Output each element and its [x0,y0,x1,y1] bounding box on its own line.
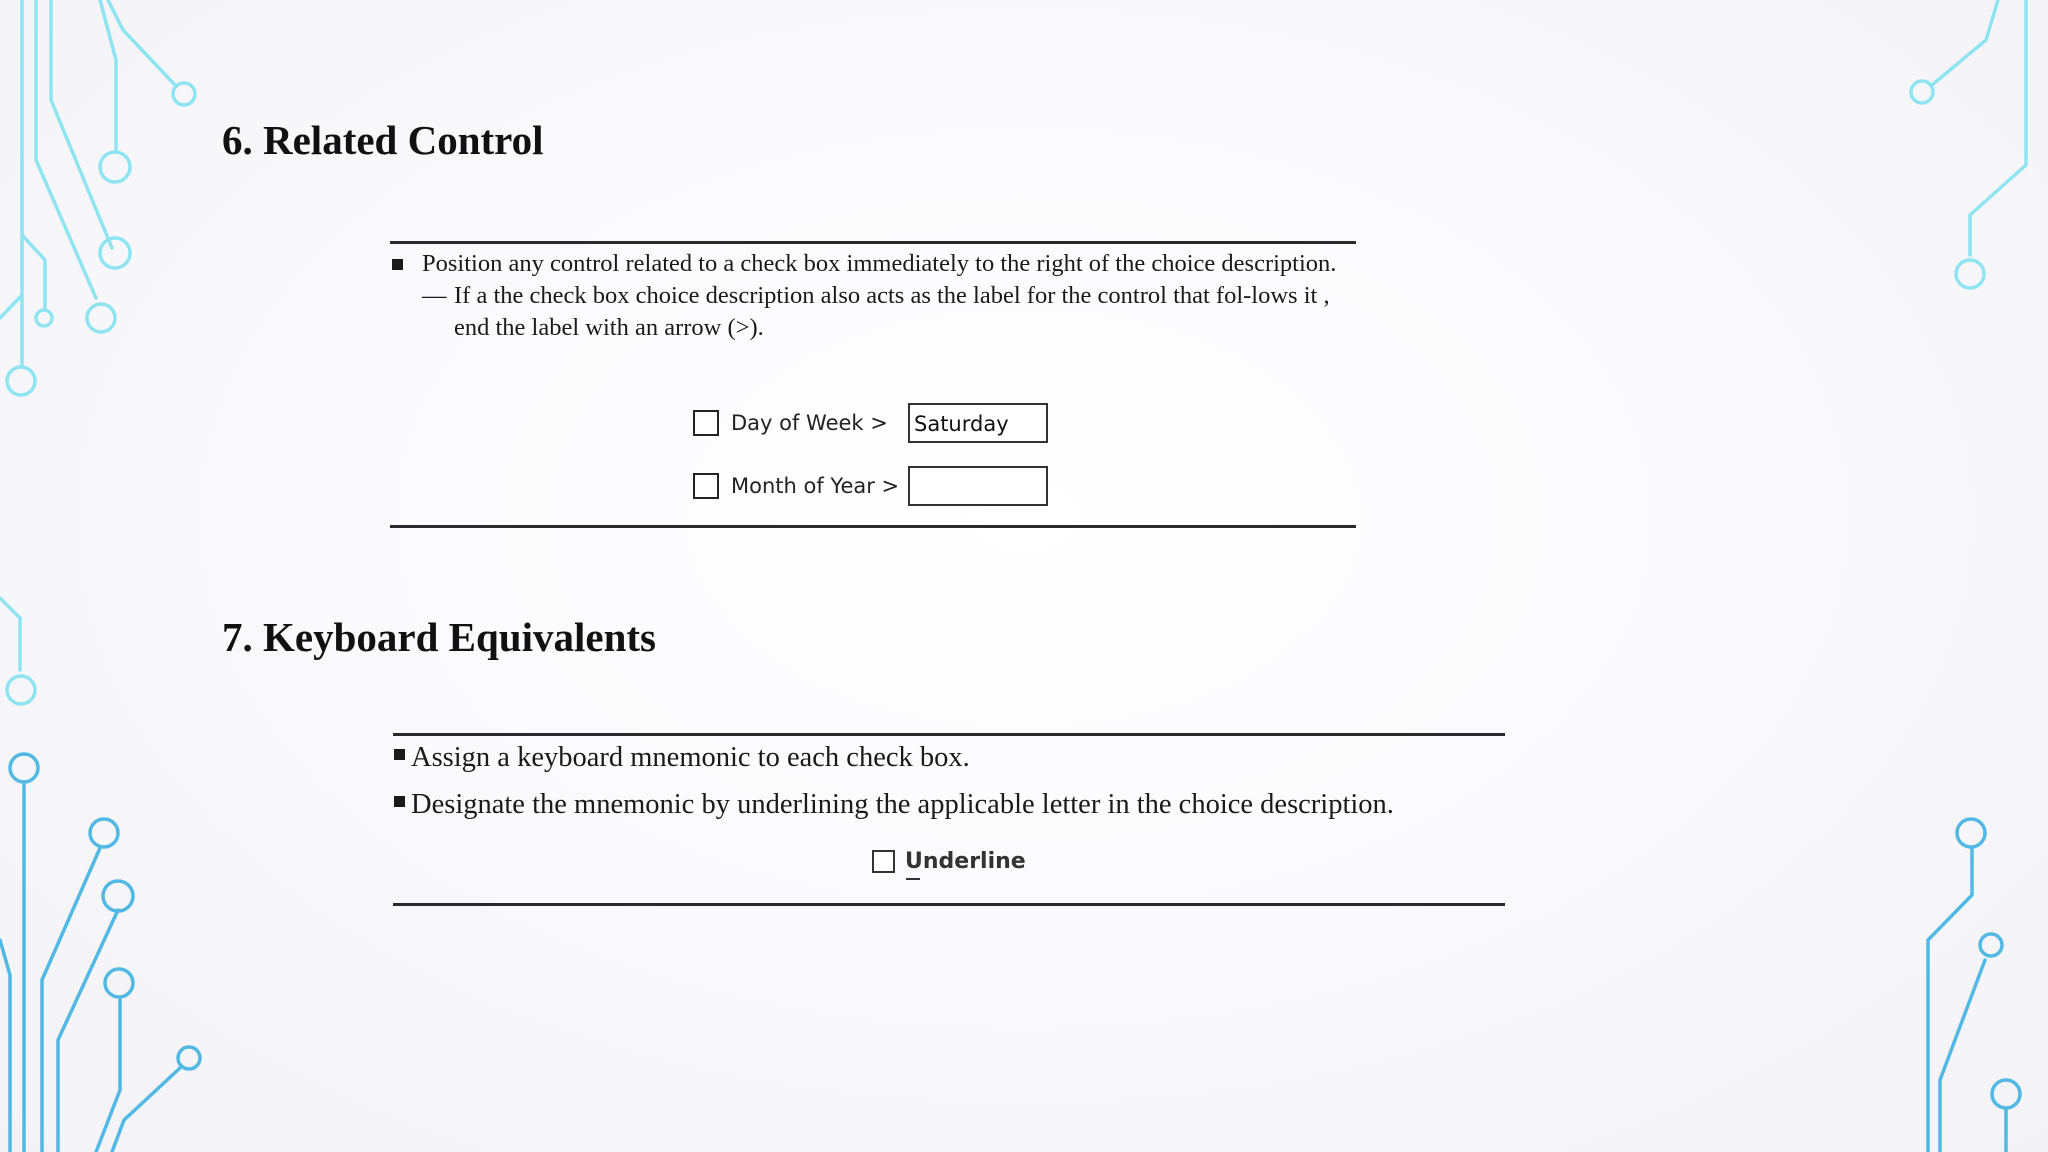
section-heading-keyboard-equivalents: 7. Keyboard Equivalents [222,614,656,660]
bottom-rule-section7 [393,903,1505,906]
top-rule-section7 [393,733,1505,736]
underline-label [905,849,1026,874]
month-of-year-checkbox[interactable] [693,473,719,499]
section-heading-related-control: 6. Related Control [222,117,544,163]
mnemonic-guideline-text: Designate the mnemonic by underlining the applicable letter in the choice description. [411,789,1394,820]
section6-guidelines [390,248,1370,344]
guideline-sub-bullet [390,280,1370,344]
month-of-year-label: Month of Year > [731,474,900,498]
mnemonic-guideline-1 [394,742,970,774]
month-of-year-field[interactable] [908,466,1048,506]
underline-checkbox[interactable] [872,850,895,873]
square-bullet-icon [394,749,405,760]
square-bullet-icon [394,796,405,807]
guideline-text: Position any control related to a check box immediately to the right of the choice description. [422,250,1337,277]
underline-label-text: Underline [905,849,1026,874]
square-bullet-icon [392,259,403,270]
mnemonic-guideline-text: Assign a keyboard mnemonic to each check box. [411,742,970,773]
mnemonic-guideline-2 [394,789,1394,821]
day-of-week-checkbox[interactable] [693,410,719,436]
sub-guideline-text: If a the check box choice description also acts as the label for the control that fol-lows it , end the label with an arrow (>). [454,282,1330,341]
mnemonic-underline-marker [906,878,920,880]
guideline-bullet [390,248,1370,280]
month-of-year-row [693,466,1048,506]
day-of-week-field[interactable]: Saturday [908,403,1048,443]
day-of-week-label: Day of Week > [731,411,888,435]
dash-marker: — [422,282,447,309]
underline-example-row [872,849,1026,874]
day-of-week-row [693,403,1048,443]
bottom-rule-section6 [390,525,1356,528]
top-rule-section6 [390,241,1356,244]
